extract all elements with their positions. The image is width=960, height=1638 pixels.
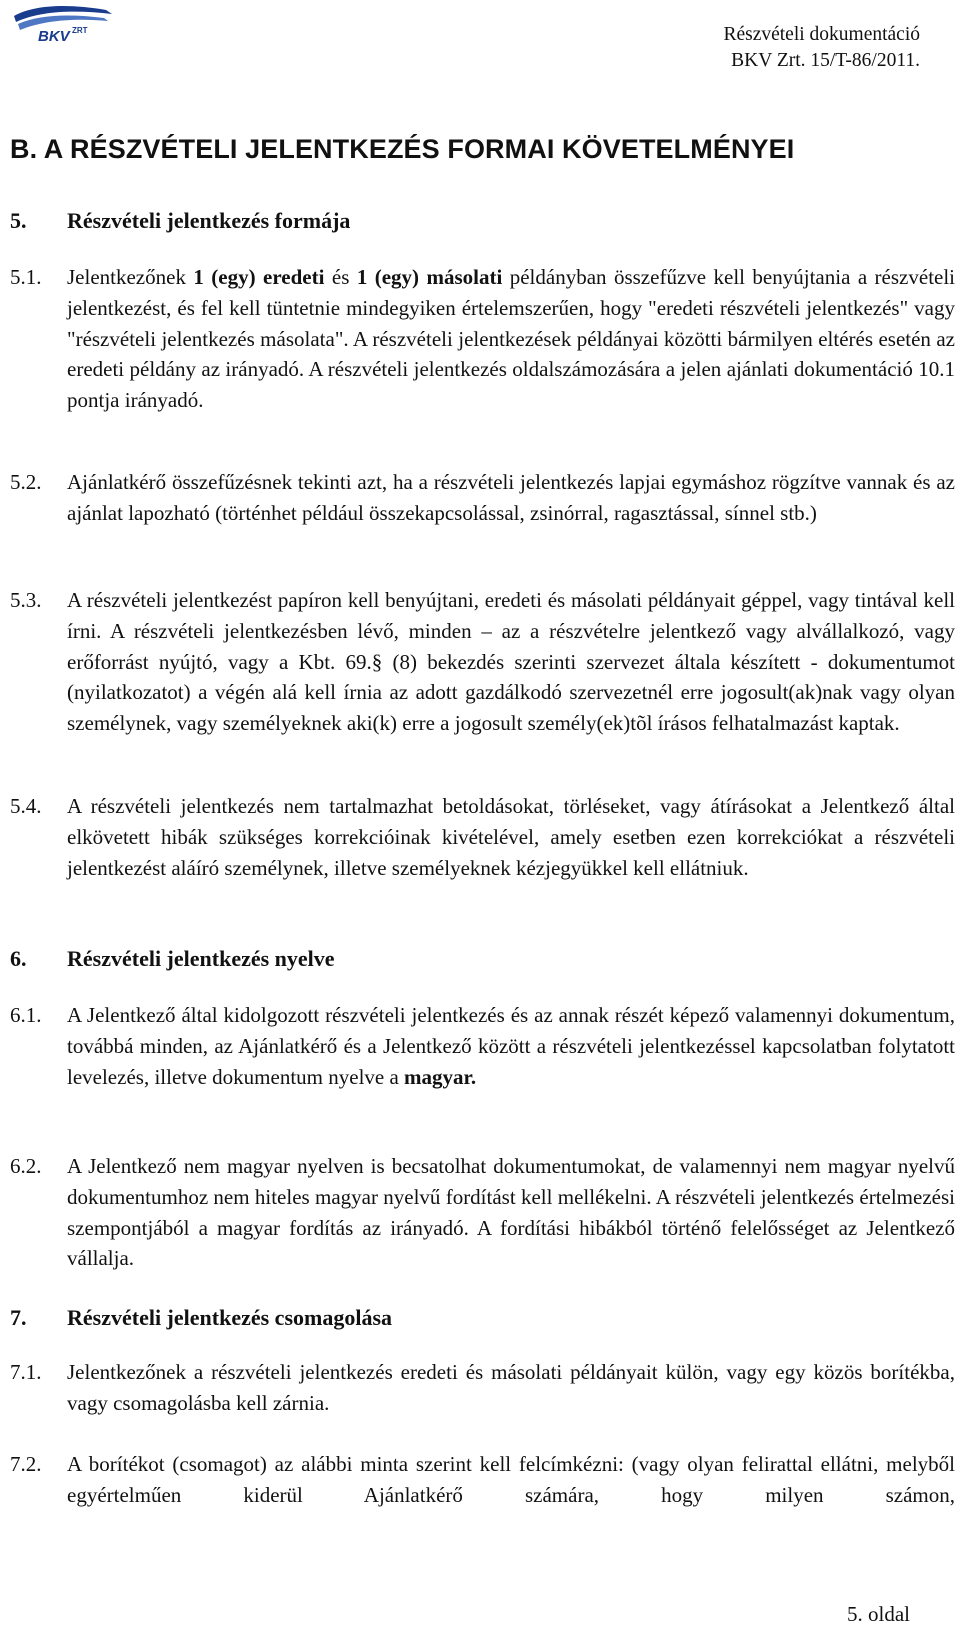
paragraph-number: 5.4. xyxy=(10,794,42,818)
bold-text: 1 (egy) másolati xyxy=(356,265,503,289)
paragraph-number: 5.1. xyxy=(10,265,42,289)
paragraph-text: A borítékot (csomagot) az alábbi minta szerint kell felcímkézni: (vagy olyan felirattal ellátni, melyből egyértelműen kiderül Ajánlatkérő számára, hogy milyen számon, xyxy=(67,1452,955,1507)
paragraph-5-4 xyxy=(10,791,955,883)
paragraph-5-3 xyxy=(10,585,955,739)
paragraph-7-1 xyxy=(10,1357,955,1419)
paragraph-text: A Jelentkező által kidolgozott részvételi jelentkezés és az annak részét képező valamennyi dokumentum, továbbá minden, az Ajánlatkérő és a Jelentkező között a részvételi jelentkezéssel kapcsolatban folytatott levelezés, illetve dokumentum nyelve a magyar. xyxy=(67,1003,955,1089)
paragraph-text: A Jelentkező nem magyar nyelven is becsatolhat dokumentumokat, de valamennyi nem magyar nyelvű dokumentumhoz nem hiteles magyar nyelvű fordítást kell mellékelni. A részvételi jelentkezés értelmezési szempontjából a magyar fordítás az irányadó. A fordítási hibákból történő felelősséget az Jelentkező vállalja. xyxy=(67,1154,955,1271)
paragraph-text: Ajánlatkérő összefűzésnek tekinti azt, ha a részvételi jelentkezés lapjai egymáshoz rögzítve vannak és az ajánlat lapozható (történhet például összekapcsolással, zsinórral, ragasztással, sínnel stb.) xyxy=(67,470,955,525)
paragraph-number: 6.1. xyxy=(10,1003,42,1027)
paragraph-7-2 xyxy=(10,1449,955,1511)
paragraph-number: 7.2. xyxy=(10,1452,42,1476)
main-heading: B. A RÉSZVÉTELI JELENTKEZÉS FORMAI KÖVETELMÉNYEI xyxy=(10,134,795,164)
paragraph-6-1 xyxy=(10,1000,955,1092)
section-5-heading xyxy=(10,208,350,234)
paragraph-number: 5.2. xyxy=(10,470,42,494)
svg-text:BKV: BKV xyxy=(38,28,70,45)
document-header xyxy=(723,22,920,74)
paragraph-number: 5.3. xyxy=(10,588,42,612)
paragraph-text: Jelentkezőnek a részvételi jelentkezés eredeti és másolati példányait külön, vagy egy közös borítékba, vagy csomagolásba kell zárnia. xyxy=(67,1360,955,1415)
document-title: Részvételi dokumentáció xyxy=(723,24,920,45)
section-7-heading xyxy=(10,1305,392,1331)
paragraph-6-2 xyxy=(10,1151,955,1274)
paragraph-text: A részvételi jelentkezés nem tartalmazhat betoldásokat, törléseket, vagy átírásokat a Jelentkező által elkövetett hibák szükséges korrekcióinak kivételével, amely esetben ezen korrekciókat a részvételi jelentkezést aláíró személynek, illetve személyeknek kézjegyükkel kell ellátniuk. xyxy=(67,794,955,880)
paragraph-5-2 xyxy=(10,467,955,529)
section-6-heading xyxy=(10,946,335,972)
section-number: 6. xyxy=(10,946,27,971)
bold-text: 1 (egy) eredeti xyxy=(193,265,325,289)
section-number: 7. xyxy=(10,1305,27,1330)
section-title: Részvételi jelentkezés formája xyxy=(67,208,351,233)
page-number: 5. oldal xyxy=(847,1602,910,1626)
svg-text:ZRT: ZRT xyxy=(72,26,88,35)
paragraph-number: 6.2. xyxy=(10,1154,42,1178)
bkv-logo xyxy=(8,2,124,46)
paragraph-5-1 xyxy=(10,262,955,416)
bold-text: magyar. xyxy=(404,1064,477,1089)
section-title: Részvételi jelentkezés nyelve xyxy=(67,946,335,971)
section-title: Részvételi jelentkezés csomagolása xyxy=(67,1305,393,1330)
section-number: 5. xyxy=(10,208,27,233)
paragraph-text: A részvételi jelentkezést papíron kell benyújtani, eredeti és másolati példányait géppel, vagy tintával kell írni. A részvételi jelentkezésben lévő, minden – az a részvételre jelentkező vagy alvállalkozó, vagy erőforrást nyújtó, vagy a Kbt. 69.§ (8) bekezdés szerinti szervezet általa készített - dokumentumot (nyilatkozatot) a végén alá kell írnia az adott gazdálkodó szervezetnél erre jogosult(ak)nak vagy olyan személynek, vagy személyeknek aki(k) erre a jogosult személy(ek)tõl írásos felhatalmazást kaptak. xyxy=(67,588,955,736)
document-reference: BKV Zrt. 15/T-86/2011. xyxy=(731,50,920,71)
paragraph-text: Jelentkezőnek 1 (egy) eredeti és 1 (egy) másolati példányban összefűzve kell benyújtania a részvételi jelentkezést, és fel kell tüntetnie mindegyiken értelemszerűen, hogy "eredeti részvételi jelentkezés" vagy "részvételi jelentkezés másolata". A részvételi jelentkezések példányai közötti bármilyen eltérés esetén az eredeti példány az irányadó. A részvételi jelentkezés oldalszámozására a jelen ajánlati dokumentáció 10.1 pontja irányadó. xyxy=(67,265,956,413)
paragraph-number: 7.1. xyxy=(10,1360,42,1384)
